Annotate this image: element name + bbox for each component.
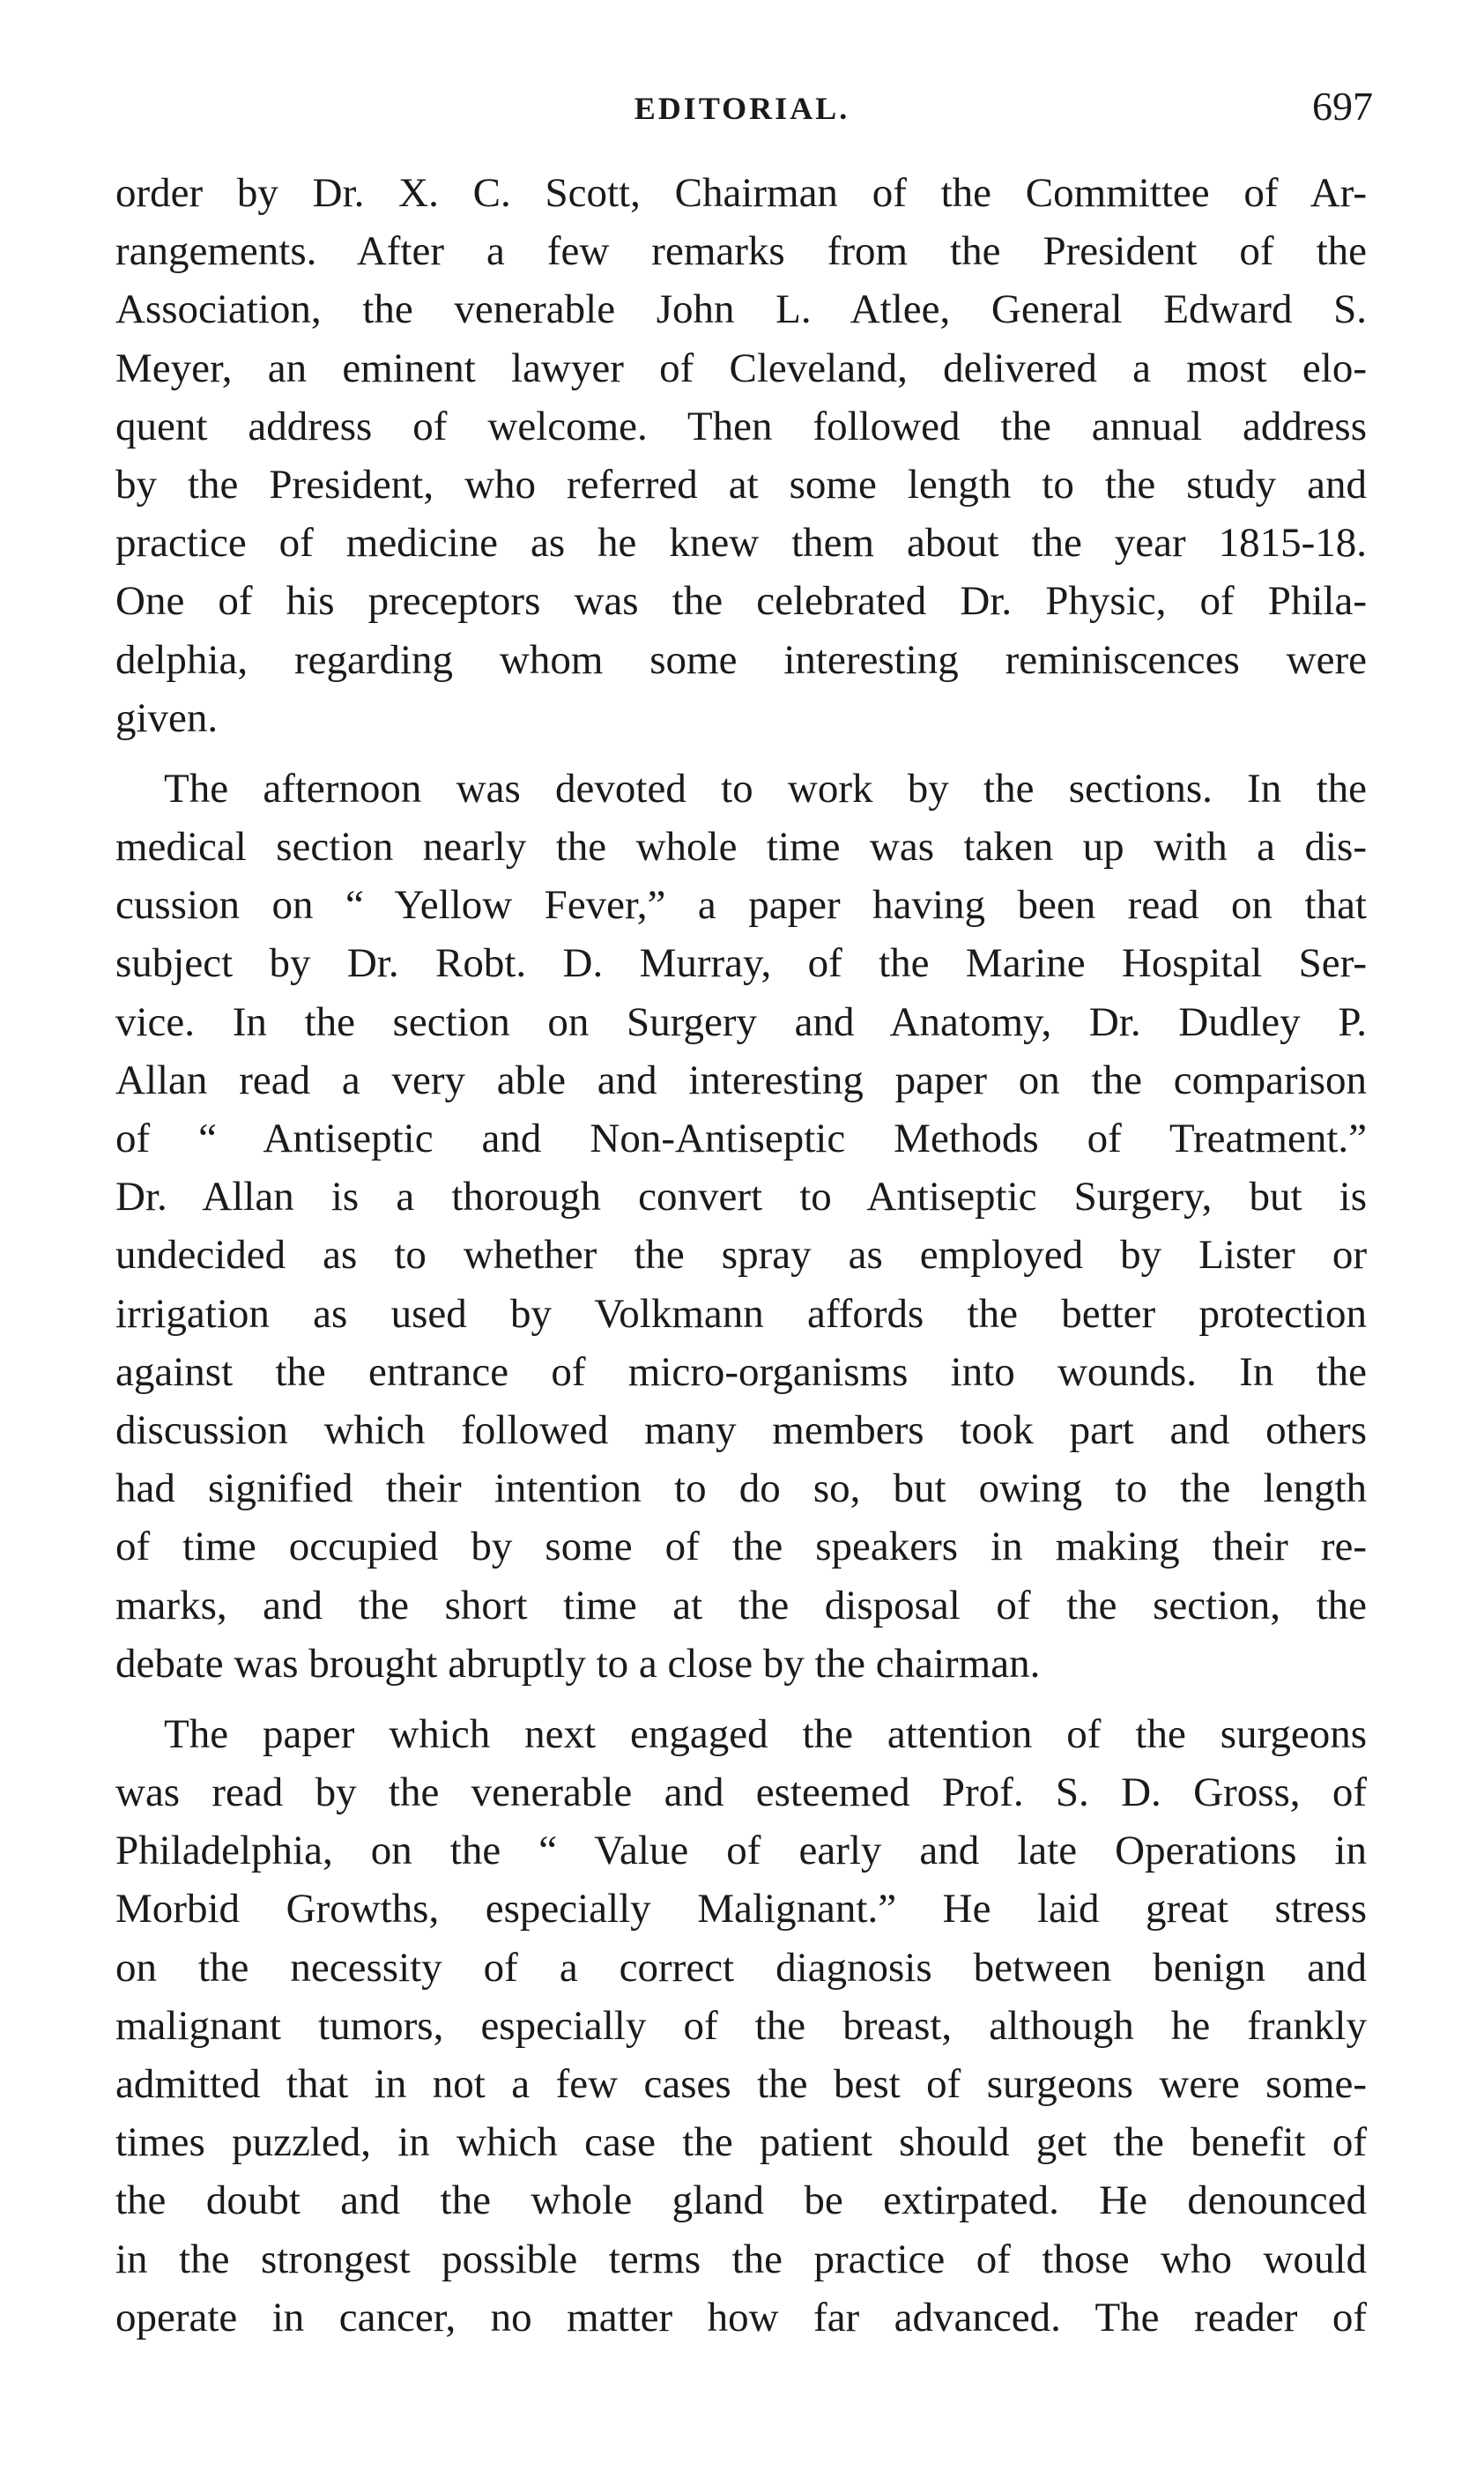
text-line: practice of medicine as he knew them about the year 1815-18. bbox=[115, 520, 1367, 567]
text-line: on the necessity of a correct diagnosis between benign and bbox=[115, 1944, 1367, 1991]
text-line: was read by the venerable and esteemed Prof. S. D. Gross, of bbox=[115, 1769, 1367, 1816]
text-line: of “ Antiseptic and Non-Antiseptic Methods of Treatment.” bbox=[115, 1116, 1367, 1161]
body-text bbox=[115, 164, 1367, 2347]
text-line: Association, the venerable John L. Atlee, General Edward S. bbox=[115, 286, 1367, 333]
text-line: rangements. After a few remarks from the President of the bbox=[115, 228, 1367, 275]
paragraph-3 bbox=[115, 1705, 1367, 2347]
text-line: undecided as to whether the spray as employed by Lister or bbox=[115, 1232, 1367, 1279]
paragraph-2 bbox=[115, 760, 1367, 1693]
text-line: marks, and the short time at the disposal of the section, the bbox=[115, 1582, 1367, 1628]
running-head bbox=[0, 81, 1484, 134]
text-line: admitted that in not a few cases the best of surgeons were some- bbox=[115, 2061, 1367, 2107]
text-line: times puzzled, in which case the patient should get the benefit of bbox=[115, 2119, 1367, 2166]
text-line: against the entrance of micro-organisms into wounds. In the bbox=[115, 1348, 1367, 1395]
text-line: Philadelphia, on the “ Value of early and late Operations in bbox=[115, 1828, 1367, 1874]
text-line: irrigation as used by Volkmann affords the better protection bbox=[115, 1290, 1367, 1337]
text-line: Meyer, an eminent lawyer of Cleveland, delivered a most elo- bbox=[115, 345, 1367, 391]
text-line: had signified their intention to do so, but owing to the length bbox=[115, 1465, 1367, 1512]
text-line: Dr. Allan is a thorough convert to Antiseptic Surgery, but is bbox=[115, 1174, 1367, 1220]
text-line: debate was brought abruptly to a close by the chairman. bbox=[115, 1640, 1041, 1687]
text-line: in the strongest possible terms the practice of those who would bbox=[115, 2236, 1367, 2282]
text-line: delphia, regarding whom some interesting reminiscences were bbox=[115, 636, 1367, 683]
page-number: 697 bbox=[1312, 84, 1373, 129]
text-line: The afternoon was devoted to work by the sections. In the bbox=[164, 765, 1367, 812]
text-line: One of his preceptors was the celebrated Dr. Physic, of Phila- bbox=[115, 578, 1367, 625]
text-line: of time occupied by some of the speakers in making their re- bbox=[115, 1524, 1367, 1570]
text-line: vice. In the section on Surgery and Anatomy, Dr. Dudley P. bbox=[115, 998, 1367, 1045]
text-line: medical section nearly the whole time was taken up with a dis- bbox=[115, 824, 1367, 871]
text-line: operate in cancer, no matter how far advanced. The reader of bbox=[115, 2294, 1367, 2340]
text-line: malignant tumors, especially of the breast, although he frankly bbox=[115, 2002, 1367, 2049]
text-line: Morbid Growths, especially Malignant.” He laid great stress bbox=[115, 1886, 1367, 1932]
text-line: given. bbox=[115, 694, 219, 741]
text-line: Allan read a very able and interesting paper on the comparison bbox=[115, 1057, 1367, 1103]
running-title: EDITORIAL. bbox=[634, 91, 850, 126]
text-line: the doubt and the whole gland be extirpated. He denounced bbox=[115, 2177, 1367, 2224]
text-line: subject by Dr. Robt. D. Murray, of the Marine Hospital Ser- bbox=[115, 940, 1367, 987]
text-line: The paper which next engaged the attention of the surgeons bbox=[164, 1710, 1367, 1757]
text-line: discussion which followed many members took part and others bbox=[115, 1406, 1367, 1453]
paragraph-1 bbox=[115, 164, 1367, 747]
text-line: cussion on “ Yellow Fever,” a paper having been read on that bbox=[115, 882, 1367, 929]
text-line: by the President, who referred at some length to the study and bbox=[115, 461, 1367, 508]
text-line: order by Dr. X. C. Scott, Chairman of the Committee of Ar- bbox=[115, 170, 1367, 216]
text-line: quent address of welcome. Then followed the annual address bbox=[115, 403, 1367, 449]
